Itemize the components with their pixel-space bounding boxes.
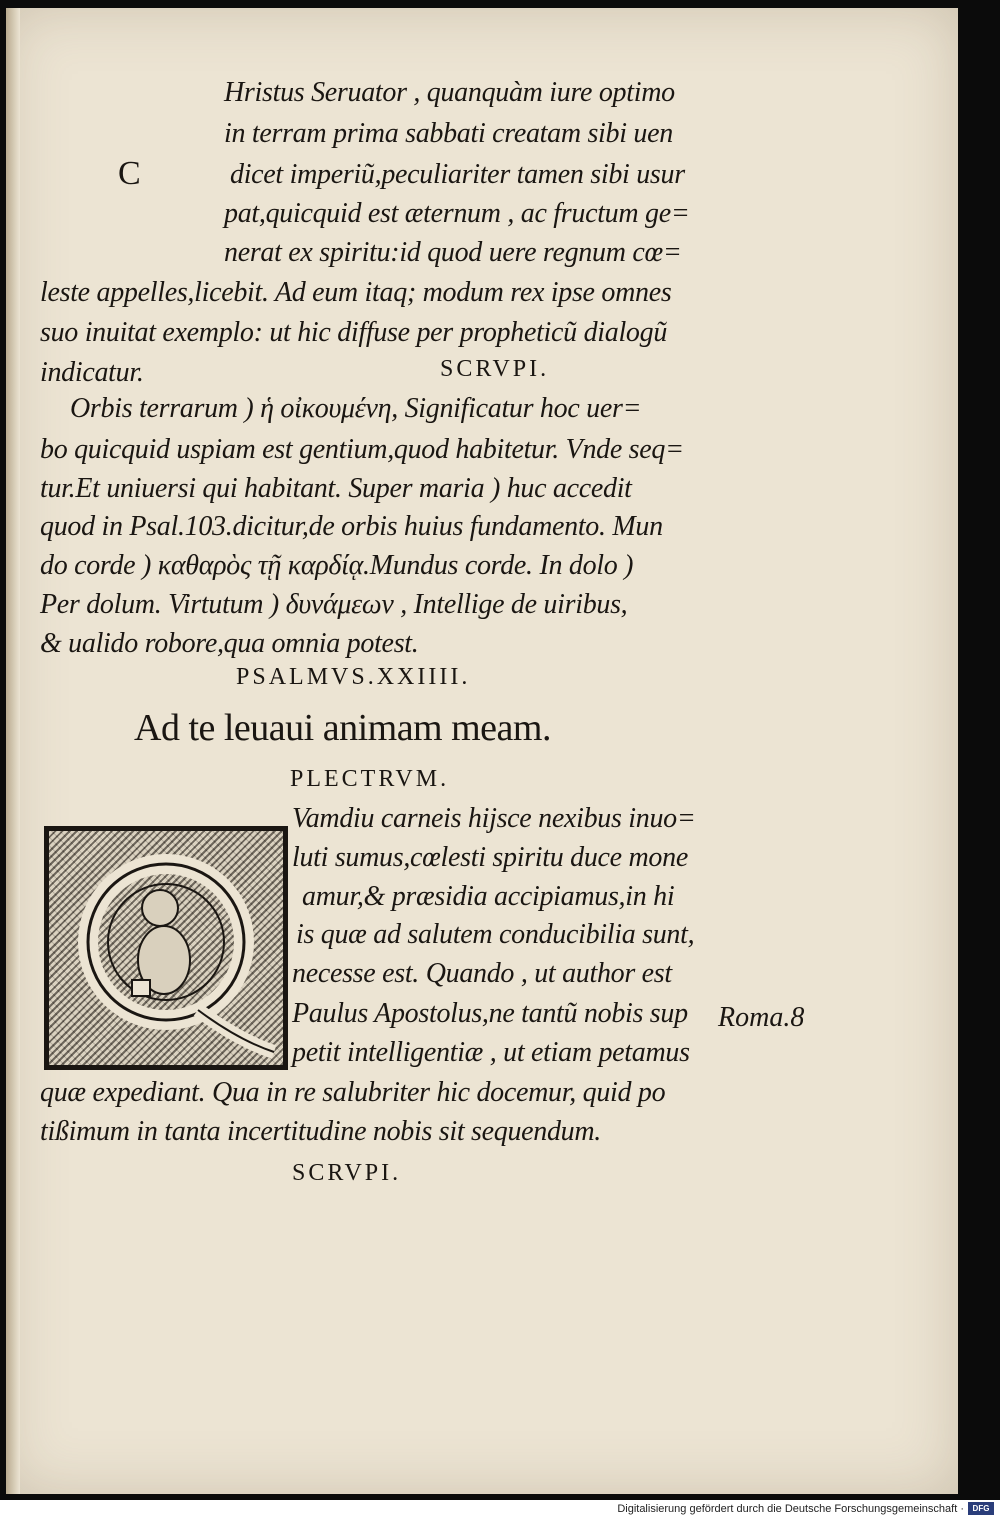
footer-credit-text: Digitalisierung gefördert durch die Deutsche Forschungsgemeinschaft · (617, 1503, 964, 1515)
note-line: bo quicquid uspiam est gentium,quod habitetur. Vnde seq= (40, 434, 684, 465)
psalm-incipit: Ad te leuaui animam meam. (134, 707, 551, 749)
woodcut-initial-q (44, 826, 288, 1070)
closing-line: tißimum in tanta incertitudine nobis sit sequendum. (40, 1116, 601, 1147)
dfg-logo: DFG (968, 1502, 994, 1515)
section-heading-plectrum: PLECTRVM. (290, 766, 450, 792)
decorated-initial-icon (48, 830, 284, 1066)
plectrum-line: Paulus Apostolus,ne tantũ nobis sup (292, 998, 688, 1029)
text-line: suo inuitat exemplo: ut hic diffuse per propheticũ dialogũ (40, 317, 668, 348)
closing-line: quæ expediant. Qua in re salubriter hic docemur, quid po (40, 1077, 666, 1108)
text-line: dicet imperiũ,peculiariter tamen sibi usur (230, 159, 685, 190)
plectrum-line: petit intelligentiæ , ut etiam petamus (292, 1037, 690, 1068)
psalm-number: PSALMVS.XXIIII. (236, 664, 471, 690)
note-line: do corde ) καθαρὸς τῇ καρδίᾳ.Mundus corde. In dolo ) (40, 550, 634, 581)
note-line: quod in Psal.103.dicitur,de orbis huius fundamento. Mun (40, 511, 663, 542)
plectrum-line: amur,& præsidia accipiamus,in hi (302, 881, 675, 912)
note-line: Orbis terrarum ) ἡ οἰκουμένη, Significatur hoc uer= (70, 393, 642, 424)
page-gutter-shadow (6, 8, 20, 1494)
text-line: pat,quicquid est æternum , ac fructum ge= (224, 198, 690, 229)
footer-credit-bar (0, 1500, 1000, 1518)
marginal-note-reference: Roma.8 (718, 1002, 805, 1033)
text-line: indicatur. (40, 357, 144, 388)
section-heading-scrupi: SCRVPI. (440, 356, 550, 382)
note-line: & ualido robore,qua omnia potest. (40, 628, 419, 659)
text-line: Hristus Seruator , quanquàm iure optimo (224, 77, 675, 108)
text-line: leste appelles,licebit. Ad eum itaq; modum rex ipse omnes (40, 277, 672, 308)
section-heading-scrupi: SCRVPI. (292, 1160, 402, 1186)
note-line: Per dolum. Virtutum ) δυνάμεων , Intellige de uiribus, (40, 589, 628, 620)
plectrum-line: is quæ ad salutem conducibilia sunt, (296, 919, 695, 950)
text-line: in terram prima sabbati creatam sibi uen (224, 118, 673, 149)
plectrum-line: Vamdiu carneis hijsce nexibus inuo= (292, 803, 696, 834)
plectrum-line: necesse est. Quando , ut author est (292, 958, 672, 989)
plectrum-line: luti sumus,cœlesti spiritu duce mone (292, 842, 688, 873)
text-line: nerat ex spiritu:id quod uere regnum cœ= (224, 237, 682, 268)
note-line: tur.Et uniuersi qui habitant. Super maria ) huc accedit (40, 473, 632, 504)
marginal-initial: C (118, 155, 141, 192)
